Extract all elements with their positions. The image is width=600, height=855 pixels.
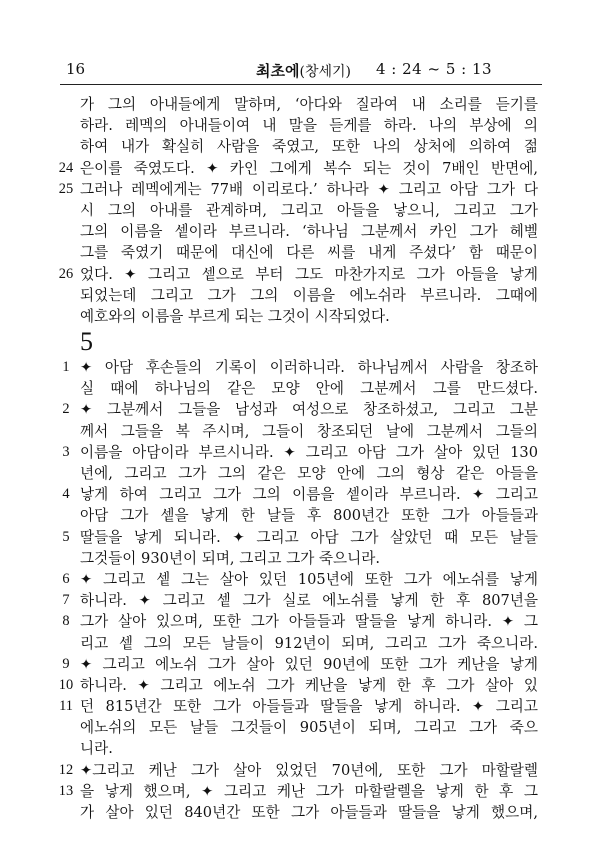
text-line <box>58 264 538 285</box>
verse-number: 26 <box>58 265 74 282</box>
verse-text: 었다. ✦ 그리고 셑으로 부터 그도 마찬가지로 그가 아들을 낳게 <box>80 265 538 283</box>
verse-text: 낳게 하여 그리고 그가 그의 이름을 셑이라 부르니라. ✦ 그리고 <box>80 486 538 504</box>
verse-text: 니라. <box>80 740 113 758</box>
verse-text: 은이를 죽였도다. ✦ 카인 그에게 복수 되는 것이 7배인 반면에, <box>80 159 538 177</box>
verse-number: 1 <box>62 359 70 376</box>
text-line <box>58 306 538 327</box>
text-line <box>58 421 538 442</box>
verse-text: 아담 그가 셑을 낳게 한 날들 후 800년간 또한 그가 아들들과 <box>80 507 538 525</box>
verse-text: ✦ 그리고 셑 그는 살아 있던 105년에 또한 그가 에노쉬를 낳게 <box>80 570 538 588</box>
text-line <box>58 675 538 696</box>
text-line <box>58 781 538 802</box>
verse-text: ✦ 아담 후손들의 기록이 이러하니라. 하나님께서 사람을 창조하 <box>80 359 538 377</box>
verse-number: 13 <box>58 782 74 799</box>
text-line <box>58 633 538 654</box>
verse-text: 께서 그들을 복 주시며, 그들이 창조되던 날에 그분께서 그들의 <box>80 422 538 440</box>
verse-text: 리고 셑 그의 모든 날들이 912년이 되며, 그리고 그가 죽으니라. <box>80 634 538 652</box>
verse-text: 하니라. ✦ 그리고 셑 그가 실로 에노쉬를 낳게 한 후 807년을 <box>80 592 538 610</box>
text-line <box>58 378 538 399</box>
verse-text: 에노쉬의 모든 날들 그것들이 905년이 되며, 그리고 그가 죽으 <box>80 719 538 737</box>
verse-text: 실 때에 하나님의 같은 모양 안에 그분께서 그를 만드셨다. <box>80 380 538 398</box>
verse-text: 년에, 그리고 그가 그의 같은 모양 안에 그의 형상 같은 아들을 <box>80 465 538 482</box>
verse-text: 그의 이름을 셑이라 부르니라. ‘하나님 그분께서 카인 그가 헤벨 <box>80 223 538 241</box>
verse-text: ✦그리고 케난 그가 살아 있었던 70년에, 또한 그가 마할랄렐 <box>80 761 538 779</box>
text-line <box>58 505 538 526</box>
text-line <box>58 590 538 611</box>
text-line <box>58 136 538 157</box>
text-line <box>58 399 538 420</box>
text-line <box>58 115 538 136</box>
text-line <box>58 802 538 823</box>
text-line <box>58 760 538 781</box>
text-line <box>58 654 538 675</box>
scripture-text <box>58 94 538 823</box>
verse-text: 예호와의 이름을 부르게 되는 그것이 시작되었다. <box>80 307 390 325</box>
text-line <box>58 221 538 242</box>
verse-text: 하여 내가 확실히 사람을 죽였고, 또한 나의 상처에 의하여 젊 <box>80 138 538 156</box>
verse-number: 5 <box>62 528 70 545</box>
book-subtitle: (창세기) <box>299 64 351 80</box>
page-number: 16 <box>66 60 86 78</box>
text-line <box>58 357 538 378</box>
verse-text: 던 815년간 또한 그가 아들들과 딸들을 낳게 하니라. ✦ 그리고 <box>80 698 538 716</box>
verse-number: 12 <box>58 761 74 778</box>
text-line <box>58 179 538 200</box>
book-title <box>256 60 351 81</box>
text-line <box>58 569 538 590</box>
text-line <box>58 285 538 306</box>
text-line <box>58 548 538 569</box>
verse-text: 그러나 레멕에게는 77배 이리로다.’ 하나라 ✦ 그리고 아담 그가 다 <box>80 180 538 198</box>
verse-number: 2 <box>62 401 70 418</box>
text-line <box>58 696 538 717</box>
chapter-number <box>58 327 538 357</box>
verse-number: 3 <box>62 443 70 460</box>
verse-text: 하라. 레멕의 아내들이여 내 말을 듣게를 하라. 나의 부상에 의 <box>80 117 538 135</box>
verse-number: 8 <box>62 613 70 630</box>
verse-number: 9 <box>62 655 70 672</box>
text-line <box>58 738 538 759</box>
text-line <box>58 200 538 221</box>
verse-number: 10 <box>58 676 74 693</box>
text-line <box>58 717 538 738</box>
verse-number: 24 <box>58 159 74 176</box>
text-line <box>58 463 538 484</box>
verse-number: 25 <box>58 180 74 197</box>
page-header <box>60 58 542 85</box>
text-line <box>58 242 538 263</box>
verse-text: 을 낳게 했으며, ✦ 그리고 케난 그가 마할랄렐을 낳게 한 후 그 <box>80 782 538 800</box>
verse-number: 11 <box>59 698 73 715</box>
text-line <box>58 158 538 179</box>
verse-number: 6 <box>62 570 70 587</box>
text-line <box>58 442 538 463</box>
chapter-verse-range: 4 : 24 ~ 5 : 13 <box>376 60 493 78</box>
verse-text: 그가 살아 있으며, 또한 그가 아들들과 딸들을 낳게 하니라. ✦ 그 <box>80 613 538 631</box>
verse-text: 시 그의 아내를 관계하며, 그리고 아들을 낳으니, 그리고 그가 <box>80 201 538 219</box>
verse-text: 딸들을 낳게 되니라. ✦ 그리고 아담 그가 살았던 때 모든 날들 <box>80 528 538 546</box>
verse-text: ✦ 그리고 에노쉬 그가 살아 있던 90년에 또한 그가 케난을 낳게 <box>80 655 538 673</box>
verse-number: 7 <box>62 592 70 609</box>
chapter-number-label: 5 <box>80 327 93 357</box>
verse-text: 하니라. ✦ 그리고 에노쉬 그가 케난을 낳게 한 후 그가 살아 있 <box>80 676 538 694</box>
text-line <box>58 611 538 632</box>
verse-text: 가 살아 있던 840년간 또한 그가 아들들과 딸들을 낳게 했으며, <box>80 804 538 821</box>
verse-text: ✦ 그분께서 그들을 남성과 여성으로 창조하셨고, 그리고 그분 <box>80 401 538 419</box>
text-line <box>58 484 538 505</box>
text-line <box>58 527 538 548</box>
text-line <box>58 94 538 115</box>
verse-text: 되었는데 그리고 그가 그의 이름을 에노쉬라 부르니라. 그때에 <box>80 286 538 304</box>
verse-text: 그것들이 930년이 되며, 그리고 그가 죽으니라. <box>80 549 380 567</box>
verse-text: 그를 죽였기 때문에 대신에 다른 씨를 내게 주셨다’ 함 때문이 <box>80 244 538 262</box>
verse-text: 가 그의 아내들에게 말하며, ‘아다와 질라여 내 소리를 듣기를 <box>80 96 538 113</box>
book-title-main: 최초에 <box>256 62 300 80</box>
verse-number: 4 <box>62 486 70 503</box>
verse-text: 이름을 아담이라 부르시니라. ✦ 그리고 아담 그가 살아 있던 130 <box>80 443 538 461</box>
